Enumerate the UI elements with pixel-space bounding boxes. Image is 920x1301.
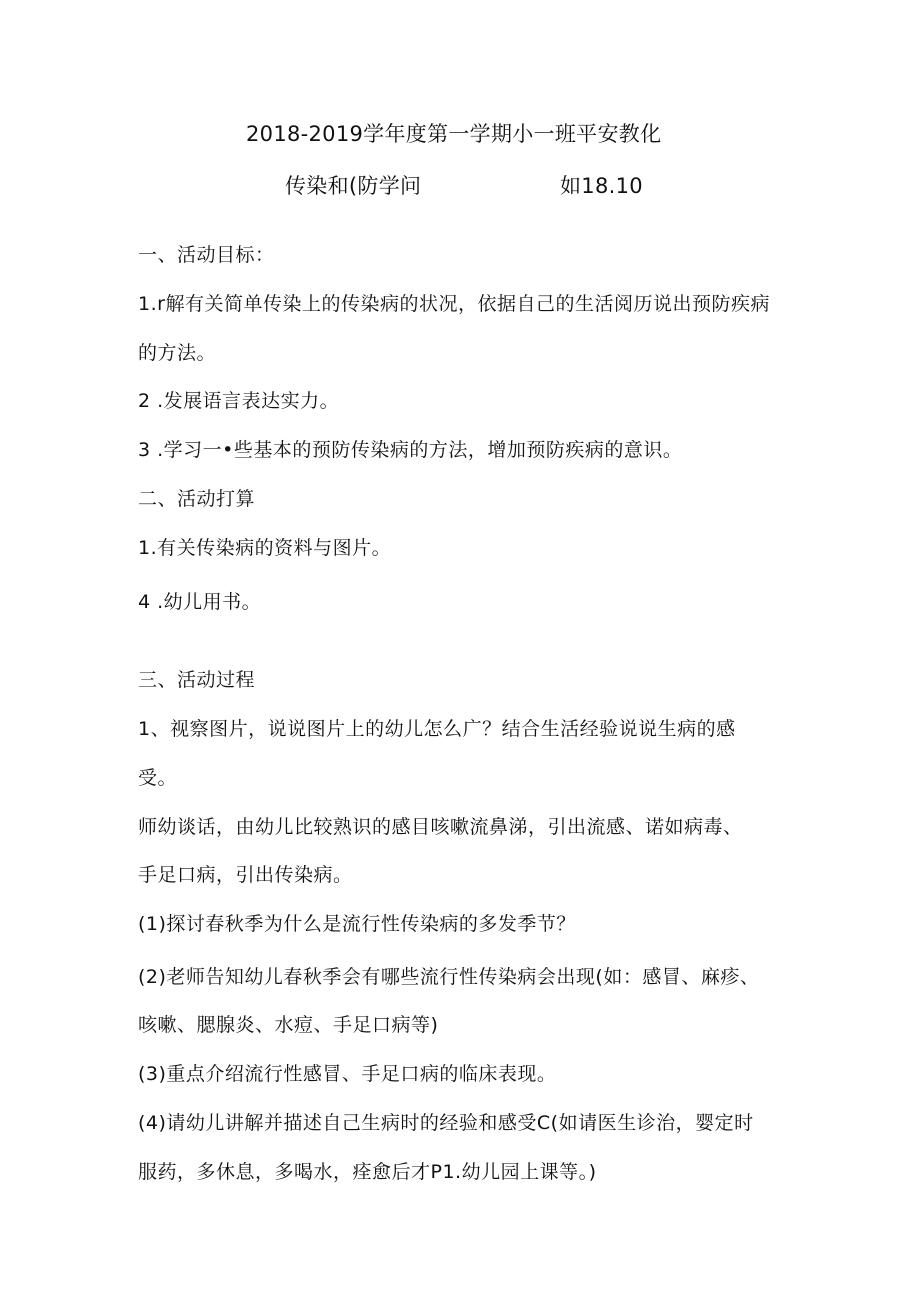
paragraph-line: 师幼谈话，由幼儿比较熟识的感目咳嗽流鼻涕，引出流感、诺如病毒、	[138, 816, 743, 838]
section-heading-process: 三、活动过程	[138, 669, 256, 691]
document-title: 2018-2019学年度第一学期小一班平安教化	[246, 122, 662, 146]
paragraph-line: 1.r解有关简单传染上的传染病的状况，依据自己的生活阅历说出预防疾病	[138, 293, 770, 315]
paragraph-line: (4)请幼儿讲解并描述自己生病时的经验和感受C(如请医生诊治，婴定时	[138, 1112, 754, 1134]
section-heading-goals: 一、活动目标：	[138, 244, 275, 266]
paragraph-line: 4 .幼儿用书。	[138, 591, 262, 613]
paragraph-line: 2 .发展语言表达实力。	[138, 390, 340, 412]
paragraph-line: 3 .学习一•些基本的预防传染病的方法，增加预防疾病的意识。	[138, 439, 683, 461]
section-heading-preparation: 二、活动打算	[138, 488, 256, 510]
document-date: 如18.10	[560, 174, 643, 198]
paragraph-line: 1、视察图片，说说图片上的幼儿怎么广？结合生活经验说说生病的感	[138, 718, 736, 740]
paragraph-line: 1.有关传染病的资料与图片。	[138, 537, 392, 559]
paragraph-line: 受。	[138, 767, 178, 789]
paragraph-line: (1)探讨春秋季为什么是流行性传染病的多发季节？	[138, 913, 576, 935]
paragraph-line: 服药，多休息，多喝水，痊愈后才P1.幼儿园上课等。)	[138, 1161, 597, 1183]
paragraph-line: 咳嗽、腮腺炎、水痘、手足口病等)	[138, 1014, 439, 1036]
paragraph-line: 手足口病，引出传染病。	[138, 864, 353, 886]
paragraph-line: 的方法。	[138, 342, 217, 364]
document-subtitle: 传染和(防学问	[285, 174, 422, 198]
paragraph-line: (2)老师告知幼儿春秋季会有哪些流行性传染病会出现(如：感冒、麻疹、	[138, 966, 760, 988]
paragraph-line: (3)重点介绍流行性感冒、手足口病的临床表现。	[138, 1063, 557, 1085]
